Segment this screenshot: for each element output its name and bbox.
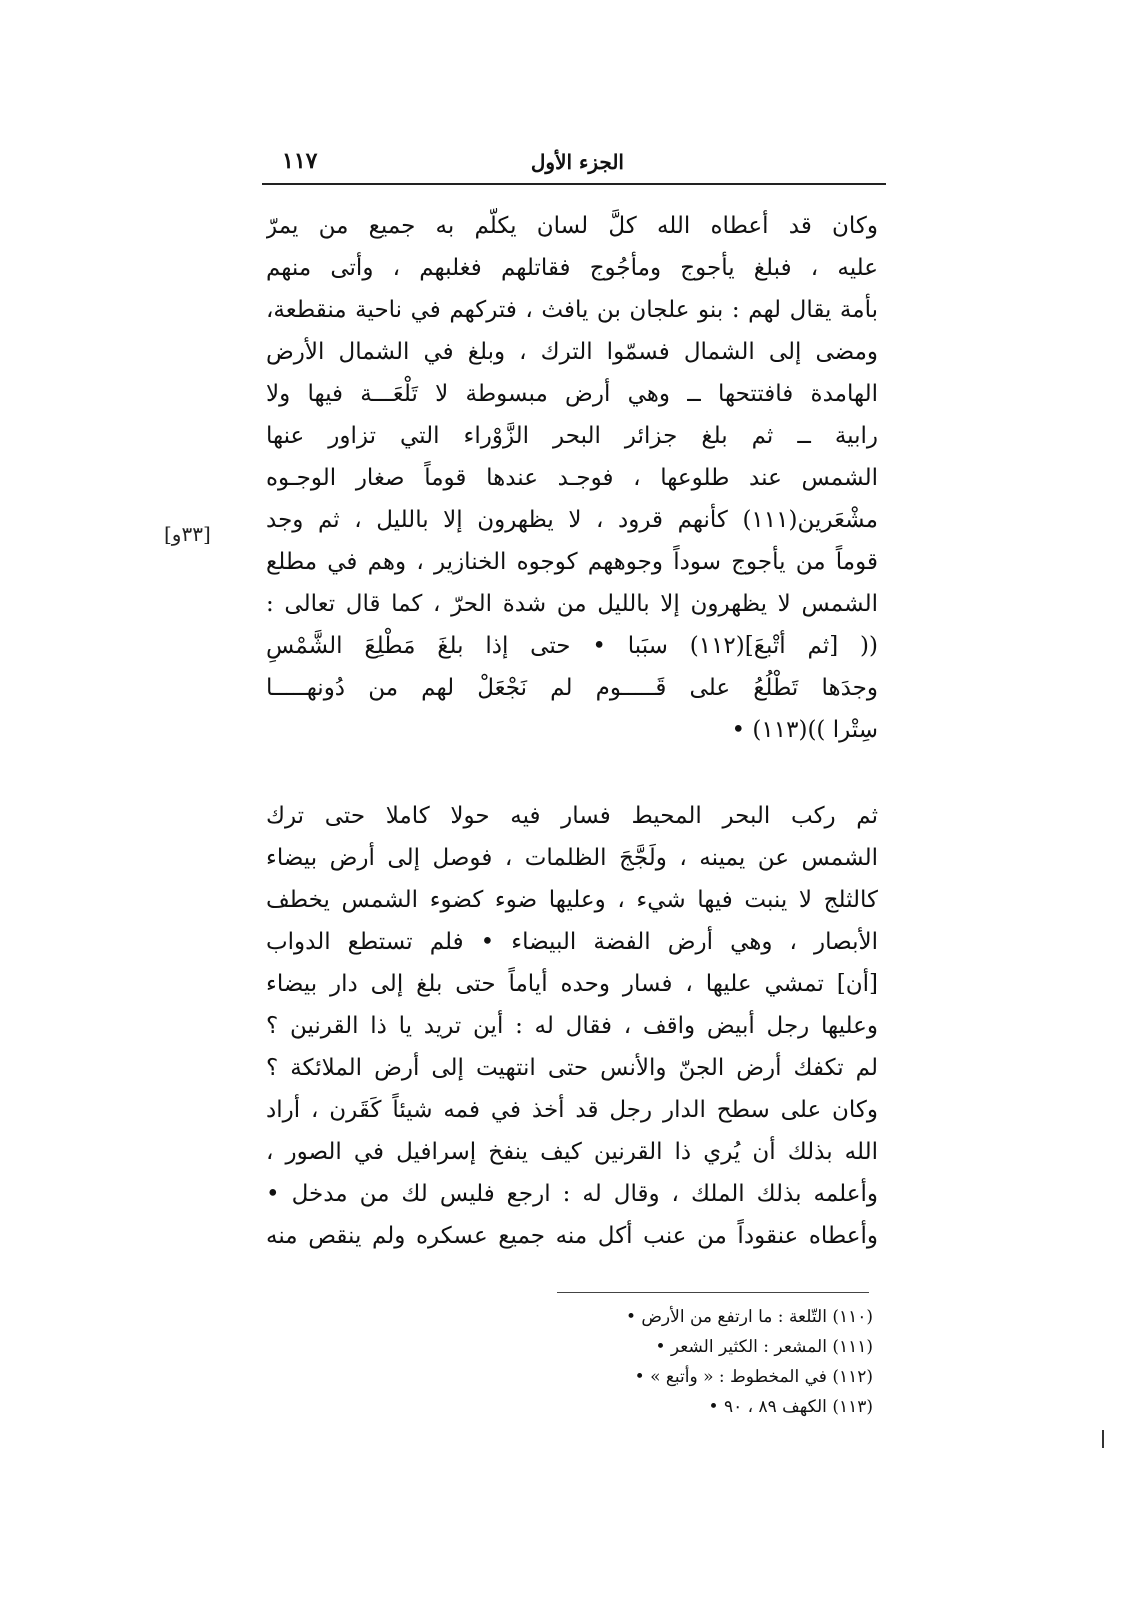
running-header (262, 148, 886, 184)
paragraph-1 (266, 205, 878, 751)
footnotes (493, 1302, 873, 1422)
page-number: ١١٧ (282, 148, 318, 174)
text-line: لم تكفك أرض الجنّ والأنس حتى انتهيت إلى أرض الملائكة ؟ (266, 1055, 878, 1081)
text-line: الشمس لا يظهرون إلا بالليل من شدة الحرّ ، كما قال تعالى : (266, 591, 878, 617)
text-line: الله بذلك أن يُري ذا القرنين كيف ينفخ إسرافيل في الصور ، (266, 1139, 878, 1165)
footnote: (١١٢) في المخطوط : « وأتبع » • (634, 1367, 873, 1387)
text-line: ثم ركب البحر المحيط فسار فيه حولا كاملا حتى ترك (266, 803, 878, 829)
text-line: وأعطاه عنقوداً من عنب أكل منه جميع عسكره ولم ينقص منه (266, 1223, 878, 1249)
text-line: وأعلمه بذلك الملك ، وقال له : ارجع فليس لك من مدخل • (266, 1181, 878, 1207)
text-line: الشمس عند طلوعها ، فوجـد عندها قوماً صغار الوجـوه (266, 465, 878, 491)
manuscript-folio-note: [٣٣و] (164, 522, 211, 546)
scan-artifact (1102, 1430, 1104, 1448)
footnote-rule (557, 1292, 869, 1293)
text-line: ومضى إلى الشمال فسمّوا الترك ، وبلغ في الشمال الأرض (266, 339, 878, 365)
text-line: رابية ــ ثم بلغ جزائر البحر الزَّوْراء التي تزاور عنها (266, 423, 878, 449)
text-line: سِتْرا ))(١١٣) • (731, 717, 878, 743)
text-line: مشْعَرين(١١١) كأنهم قرود ، لا يظهرون إلا بالليل ، ثم وجد (266, 507, 878, 533)
text-line: الهامدة فافتتحها ــ وهي أرض مبسوطة لا تَلْعَـــة فيها ولا (266, 381, 878, 407)
text-line: قوماً من يأجوج سوداً وجوههم كوجوه الخنازير ، وهم في مطلع (266, 549, 878, 575)
text-line: بأمة يقال لهم : بنو علجان بن يافث ، فتركهم في ناحية منقطعة، (266, 297, 878, 323)
footnote: (١١٣) الكهف ٨٩ ، ٩٠ • (708, 1397, 873, 1417)
running-header-title: الجزء الأول (530, 150, 624, 174)
text-line: وجدَها تَطْلُعُ على قَـــــوم لم نَجْعَلْ لهم من دُونهـــــا (266, 675, 878, 701)
text-line: الشمس عن يمينه ، ولَجَّجَ الظلمات ، فوصل إلى أرض بيضاء (266, 845, 878, 871)
text-line: (( [ثم أتْبعَ](١١٢) سبَبا • حتى إذا بلغَ مَطْلِعَ الشَّمْسِ (266, 633, 878, 659)
footnote: (١١١) المشعر : الكثير الشعر • (655, 1337, 873, 1357)
header-rule (262, 183, 886, 185)
text-line: الأبصار ، وهي أرض الفضة البيضاء • فلم تستطع الدواب (266, 929, 878, 955)
footnote: (١١٠) التّلعة : ما ارتفع من الأرض • (625, 1307, 873, 1327)
text-line: [أن] تمشي عليها ، فسار وحده أياماً حتى بلغ إلى دار بيضاء (266, 971, 878, 997)
text-line: وكان قد أعطاه الله كلَّ لسان يكلّم به جميع من يمرّ (266, 213, 878, 239)
text-line: وعليها رجل أبيض واقف ، فقال له : أين تريد يا ذا القرنين ؟ (266, 1013, 878, 1039)
text-line: كالثلج لا ينبت فيها شيء ، وعليها ضوء كضوء الشمس يخطف (266, 887, 878, 913)
paragraph-2 (266, 795, 878, 1257)
text-line: وكان على سطح الدار رجل قد أخذ في فمه شيئاً كَقَرن ، أراد (266, 1097, 878, 1123)
text-line: عليه ، فبلغ يأجوج ومأجُوج فقاتلهم فغلبهم ، وأتى منهم (266, 255, 878, 281)
